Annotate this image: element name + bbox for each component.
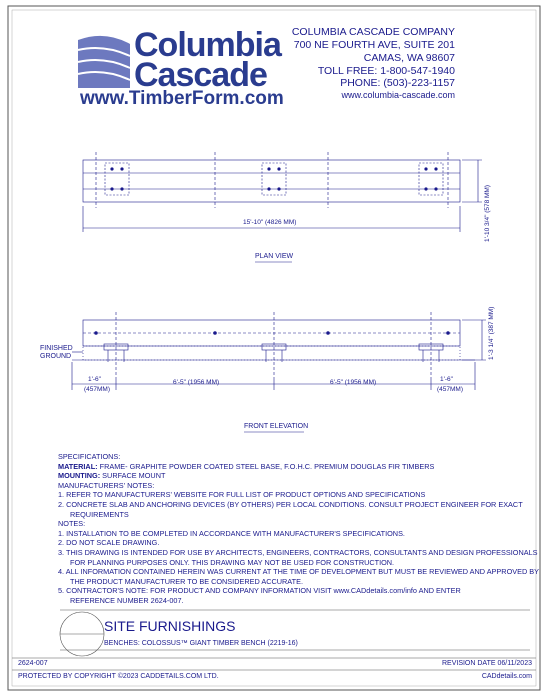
logo-url[interactable]: www.TimberForm.com — [80, 88, 284, 109]
caddetails-link[interactable]: CADdetails.com — [481, 673, 532, 680]
span-2-dimension: 6'-5" (1956 MM) — [330, 379, 377, 386]
copyright-notice: PROTECTED BY COPYRIGHT ©2023 CADDETAILS.COM LTD. — [18, 673, 219, 680]
finished-label: FINISHED — [40, 345, 73, 352]
company-name: COLUMBIA CASCADE COMPANY — [291, 26, 455, 38]
spec-mounting: MOUNTING: SURFACE MOUNT — [58, 471, 166, 481]
note-5: 5. CONTRACTOR'S NOTE: FOR PRODUCT AND COMPANY INFORMATION VISIT www.CADdetails.com/info AND ENTER — [58, 586, 461, 596]
revision-date: REVISION DATE 06/11/2023 — [441, 660, 532, 667]
notes-section — [58, 452, 539, 606]
mfr-heading: MANUFACTURERS' NOTES: — [58, 480, 155, 490]
company-phone: PHONE: (503)-223-1157 — [340, 77, 455, 89]
note-3: 3. THIS DRAWING IS INTENDED FOR USE BY ARCHITECTS, ENGINEERS, CONTRACTORS, CONSULTANTS AND DESIGN PROFESSIONALS — [58, 547, 538, 557]
company-address-2: CAMAS, WA 98607 — [363, 52, 455, 64]
plan-length-dimension: 15'-10" (4826 MM) — [243, 219, 297, 226]
front-elevation-drawing — [72, 312, 486, 390]
elevation-height-dimension: 1'-3 1/4" (387 MM) — [488, 306, 495, 360]
note-1: 1. INSTALLATION TO BE COMPLETED IN ACCORDANCE WITH MANUFACTURER'S SPECIFICATIONS. — [58, 528, 405, 538]
drawing-title: SITE FURNISHINGS — [104, 618, 236, 634]
note-5-cont: REFERENCE NUMBER 2624-007. — [70, 595, 184, 605]
company-tollfree: TOLL FREE: 1-800-547-1940 — [317, 65, 455, 77]
reference-number: 2624-007 — [18, 660, 48, 667]
left-end-dimension: 1'-6" — [88, 376, 101, 383]
spec-heading: SPECIFICATIONS: — [58, 452, 121, 461]
spec-material: MATERIAL: FRAME- GRAPHITE POWDER COATED STEEL BASE, F.O.H.C. PREMIUM DOUGLAS FIR TIMBERS — [58, 461, 435, 471]
note-3-cont: FOR PLANNING PURPOSES ONLY. THIS DRAWING MAY NOT BE USED FOR CONSTRUCTION. — [70, 557, 395, 567]
note-4: 4. ALL INFORMATION CONTAINED HEREIN WAS CURRENT AT THE TIME OF DEVELOPMENT BUT MUST BE REVIEWED AND APPROVED BY — [58, 567, 540, 577]
note-2: 2. DO NOT SCALE DRAWING. — [58, 538, 160, 548]
notes-heading: NOTES: — [58, 519, 86, 529]
logo-text-columbia: Columbia — [134, 26, 281, 64]
drawing-subtitle: BENCHES: COLOSSUS™ GIANT TIMBER BENCH (2219-16) — [104, 640, 298, 647]
plan-depth-dimension: 1'-10 3/4" (578 MM) — [484, 184, 491, 242]
note-4-cont: THE PRODUCT MANUFACTURER TO BE CONSIDERED ACCURATE. — [70, 576, 303, 586]
left-end-dimension-mm: (457MM) — [84, 386, 111, 393]
plan-view-label: PLAN VIEW — [255, 253, 294, 260]
company-website[interactable]: www.columbia-cascade.com — [341, 90, 455, 100]
span-1-dimension: 6'-5" (1956 MM) — [173, 379, 220, 386]
ground-label: GROUND — [40, 353, 72, 360]
mfr-note-2-cont: REQUIREMENTS — [70, 509, 129, 519]
logo-mark-icon — [78, 36, 130, 88]
logo-text-cascade: Cascade — [134, 56, 267, 94]
mfr-note-2: 2. CONCRETE SLAB AND ANCHORING DEVICES (BY OTHERS) PER LOCAL CONDITIONS. CONSULT PROJECT ENGINEER FOR EXACT — [58, 499, 523, 509]
company-address-1: 700 NE FOURTH AVE, SUITE 201 — [293, 39, 455, 51]
right-end-dimension: 1'-6" — [440, 376, 453, 383]
mfr-note-1: 1. REFER TO MANUFACTURERS' WEBSITE FOR FULL LIST OF PRODUCT OPTIONS AND SPECIFICATIONS — [58, 490, 426, 500]
plan-bolt-dots — [110, 167, 437, 190]
elevation-bolt-dots — [94, 331, 450, 335]
front-elevation-label: FRONT ELEVATION — [244, 423, 309, 430]
right-end-dimension-mm: (457MM) — [437, 386, 464, 393]
